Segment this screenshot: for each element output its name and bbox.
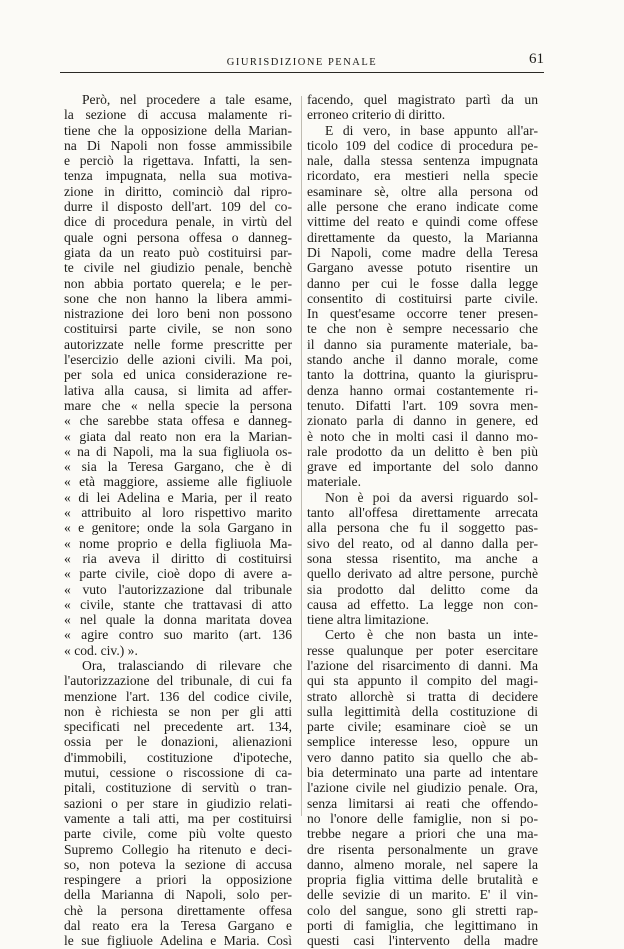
text-line: l'azione civile nel giudizio penale. Ora, bbox=[307, 780, 538, 796]
text-line: dre risenta personalmente un grave bbox=[307, 841, 538, 857]
text-line: parte civile; esaminare cioè se un bbox=[307, 719, 538, 735]
text-line: trebbe negare a priori che una ma- bbox=[307, 826, 538, 842]
text-line: non abbia portato querela; e le per- bbox=[64, 275, 292, 291]
text-line: lativa alla causa, si limita ad affer- bbox=[64, 382, 292, 398]
left-column bbox=[64, 92, 292, 949]
text-line: tenuto. Difatti l'art. 109 sovra men- bbox=[307, 397, 538, 413]
text-line: erroneo criterio di diritto. bbox=[307, 107, 446, 123]
text-line: qui sta appunto il compito del magi- bbox=[307, 673, 538, 689]
text-line: alla persona che fu il soggetto pas- bbox=[307, 520, 538, 536]
text-line: per sola ed unica considerazione re- bbox=[64, 367, 292, 383]
text-line: danno per cui le fosse dalla legge bbox=[307, 275, 538, 291]
text-line: l'autorizzazione del tribunale, di cui fa bbox=[64, 673, 292, 689]
text-line: tiene che la opposizione della Marian- bbox=[64, 122, 292, 138]
text-line: colo del sangue, sono gli stretti rap- bbox=[307, 902, 538, 918]
right-column bbox=[307, 92, 538, 949]
text-line: direttamente da questo, la Marianna bbox=[307, 229, 538, 245]
text-line: giata da un reato può costituirsi par- bbox=[64, 244, 292, 260]
text-line: « ria aveva il diritto di costituirsi bbox=[64, 550, 292, 566]
text-line: autorizzate nelle forme prescritte per bbox=[64, 336, 292, 352]
text-line: costituirsi parte civile, se non sono bbox=[64, 321, 292, 337]
text-line: nistrazione dei loro beni non possono bbox=[64, 306, 292, 322]
text-line: d'immobili, costituzione d'ipoteche, bbox=[64, 749, 292, 765]
text-line: senza limitarsi ai reati che offendo- bbox=[307, 795, 538, 811]
text-line: le sue figliuole Adelina e Maria. Così bbox=[64, 933, 292, 949]
text-line: na Di Napoli non fosse ammissibile bbox=[64, 137, 292, 153]
text-line: l'esercizio delle azioni civili. Ma poi, bbox=[64, 352, 292, 368]
text-line: bia determinato una parte ad intentare bbox=[307, 765, 538, 781]
text-line: vamente a tali atti, ma per costituirsi bbox=[64, 810, 292, 826]
text-line: « cod. civ.) ». bbox=[64, 642, 138, 658]
text-line: vittime del reato e quindi come offese bbox=[307, 214, 538, 230]
text-line: materiale. bbox=[307, 474, 361, 490]
text-line: sivo del reato, od al danno dalla per- bbox=[307, 535, 538, 551]
text-line: Ora, tralasciando di rilevare che bbox=[82, 657, 292, 673]
text-line: resse qualunque per poter esercitare bbox=[307, 642, 538, 658]
running-title: GIURISDIZIONE PENALE bbox=[226, 57, 378, 68]
text-line: Però, nel procedere a tale esame, bbox=[82, 92, 292, 107]
text-line: E di vero, in base appunto all'ar- bbox=[325, 122, 538, 138]
text-line: stando anche il danno morale, come bbox=[307, 352, 538, 368]
text-line: te che non è sempre necessario che bbox=[307, 321, 538, 337]
text-line: tanto all'offesa direttamente arrecata bbox=[307, 505, 538, 521]
text-line: nale, dalla stessa sentenza impugnata bbox=[307, 153, 538, 169]
text-line: pitali, costituzione di servitù o tran- bbox=[64, 780, 292, 796]
text-line: quale ogni persona offesa o danneg- bbox=[64, 229, 292, 245]
text-line: quello derivato ad altre persone, purchè bbox=[307, 566, 538, 582]
text-line: semplice interesse leso, oppure un bbox=[307, 734, 538, 750]
column-separator bbox=[301, 96, 302, 816]
text-line: esaminare sè, oltre alla persona od bbox=[307, 183, 538, 199]
text-line: « età maggiore, assieme alle figliuole bbox=[64, 474, 292, 490]
text-line: sia prodotto dal delitto come da bbox=[307, 581, 538, 597]
text-line: In quest'esame occorre tener presen- bbox=[307, 306, 538, 322]
text-line: Non è poi da aversi riguardo sol- bbox=[325, 489, 538, 505]
text-line: rale prodotto da un delitto è ben più bbox=[307, 443, 538, 459]
text-line: porti di famiglia, che legittimano in bbox=[307, 918, 538, 934]
text-line: respingere a priori la opposizione bbox=[64, 872, 292, 888]
text-line: tanto la dottrina, quanto la giurispru- bbox=[307, 367, 538, 383]
text-line: Gargano avesse potuto risentire un bbox=[307, 260, 538, 276]
text-line: questi casi l'intervento della madre bbox=[307, 933, 538, 949]
text-line: so, non poteva la sezione di accusa bbox=[64, 856, 292, 872]
text-line: vero danno patito sia quello che ab- bbox=[307, 749, 538, 765]
text-line: ticolo 109 del codice di procedura pe- bbox=[307, 137, 538, 153]
text-line: « giata dal reato non era la Marian- bbox=[64, 428, 292, 444]
text-line: non è richiesta se non per gli atti bbox=[64, 703, 292, 719]
text-line: « nel quale la donna maritata dovea bbox=[64, 612, 292, 628]
text-line: tiene altra limitazione. bbox=[307, 612, 429, 628]
text-line: zione in diritto, cominciò dal ripro- bbox=[64, 183, 292, 199]
text-line: « na di Napoli, ma la sua figliuola os- bbox=[64, 443, 292, 459]
text-line: sona stessa risentito, ma anche a bbox=[307, 550, 538, 566]
text-line: « parte civile, cioè dopo di avere a- bbox=[64, 566, 292, 582]
text-line: sone che non hanno la libera ammi- bbox=[64, 290, 292, 306]
text-line: ossia per le donazioni, alienazioni bbox=[64, 734, 292, 750]
text-line: l'azione del risarcimento di danni. Ma bbox=[307, 657, 538, 673]
text-line: parte civile, come più volte questo bbox=[64, 826, 292, 842]
text-line: « di lei Adelina e Maria, per il reato bbox=[64, 489, 292, 505]
text-line: zionato parla di danno in genere, ed bbox=[307, 413, 538, 429]
text-line: dice di procedura penale, in virtù del bbox=[64, 214, 292, 230]
text-line: chè la persona direttamente offesa bbox=[64, 902, 292, 918]
text-line: ricordato, era mestieri nella specie bbox=[307, 168, 538, 184]
text-line: la sezione di accusa malamente ri- bbox=[64, 107, 292, 123]
text-line: « civile, stante che trattavasi di atto bbox=[64, 596, 292, 612]
running-header bbox=[60, 51, 544, 73]
text-line: « agire contro suo marito (art. 136 bbox=[64, 627, 292, 643]
text-line: è noto che in molti casi il danno mo- bbox=[307, 428, 538, 444]
text-line: tenza impugnata, nella sua motiva- bbox=[64, 168, 292, 184]
page-number: 61 bbox=[529, 51, 544, 67]
text-line: della Marianna di Napoli, solo per- bbox=[64, 887, 292, 903]
text-line: alle persone che erano indicate come bbox=[307, 199, 538, 215]
text-line: danno, almeno morale, nel sapere la bbox=[307, 856, 538, 872]
text-line: Certo è che non basta un inte- bbox=[325, 627, 538, 643]
text-line: « sia la Teresa Gargano, che è di bbox=[64, 459, 292, 475]
text-line: propria figlia vittima delle brutalità e bbox=[307, 872, 538, 888]
text-line: mare che « nella specie la persona bbox=[64, 397, 292, 413]
text-line: il danno sia puramente materiale, ba- bbox=[307, 336, 538, 352]
text-line: « e genitore; onde la sola Gargano in bbox=[64, 520, 292, 536]
text-line: grave ed importante del solo danno bbox=[307, 459, 538, 475]
text-line: delle sevizie di un marito. E' il vin- bbox=[307, 887, 538, 903]
text-line: causa ad effetto. La legge non con- bbox=[307, 596, 538, 612]
text-line: strato allorchè si tratta di decidere bbox=[307, 688, 538, 704]
text-line: menzione l'art. 136 del codice civile, bbox=[64, 688, 292, 704]
text-line: denza hanno ormai costantemente ri- bbox=[307, 382, 538, 398]
text-line: « attribuito al loro rispettivo marito bbox=[64, 505, 292, 521]
text-line: facendo, quel magistrato partì da un bbox=[307, 92, 538, 107]
text-line: specificati nel precedente art. 134, bbox=[64, 719, 292, 735]
text-line: « vuto l'autorizzazione dal tribunale bbox=[64, 581, 292, 597]
text-line: Di Napoli, come madre della Teresa bbox=[307, 244, 538, 260]
text-line: durre il disposto dell'art. 109 del co- bbox=[64, 199, 292, 215]
text-line: « nome proprio e della figliuola Ma- bbox=[64, 535, 292, 551]
text-line: e perciò la rigettava. Infatti, la sen- bbox=[64, 153, 292, 169]
text-line: « che sarebbe stata offesa e danneg- bbox=[64, 413, 292, 429]
text-line: sazioni o per stare in giudizio relati- bbox=[64, 795, 292, 811]
text-line: Supremo Collegio ha ritenuto e deci- bbox=[64, 841, 292, 857]
text-line: sulla legittimità della costituzione di bbox=[307, 703, 538, 719]
text-line: dal reato era la Teresa Gargano e bbox=[64, 918, 292, 934]
text-line: te civile nel giudizio penale, benchè bbox=[64, 260, 292, 276]
text-line: no l'onore delle famiglie, non si po- bbox=[307, 810, 538, 826]
text-line: mutui, cessione o riscossione di ca- bbox=[64, 765, 292, 781]
text-line: consentito di costituirsi parte civile. bbox=[307, 290, 538, 306]
